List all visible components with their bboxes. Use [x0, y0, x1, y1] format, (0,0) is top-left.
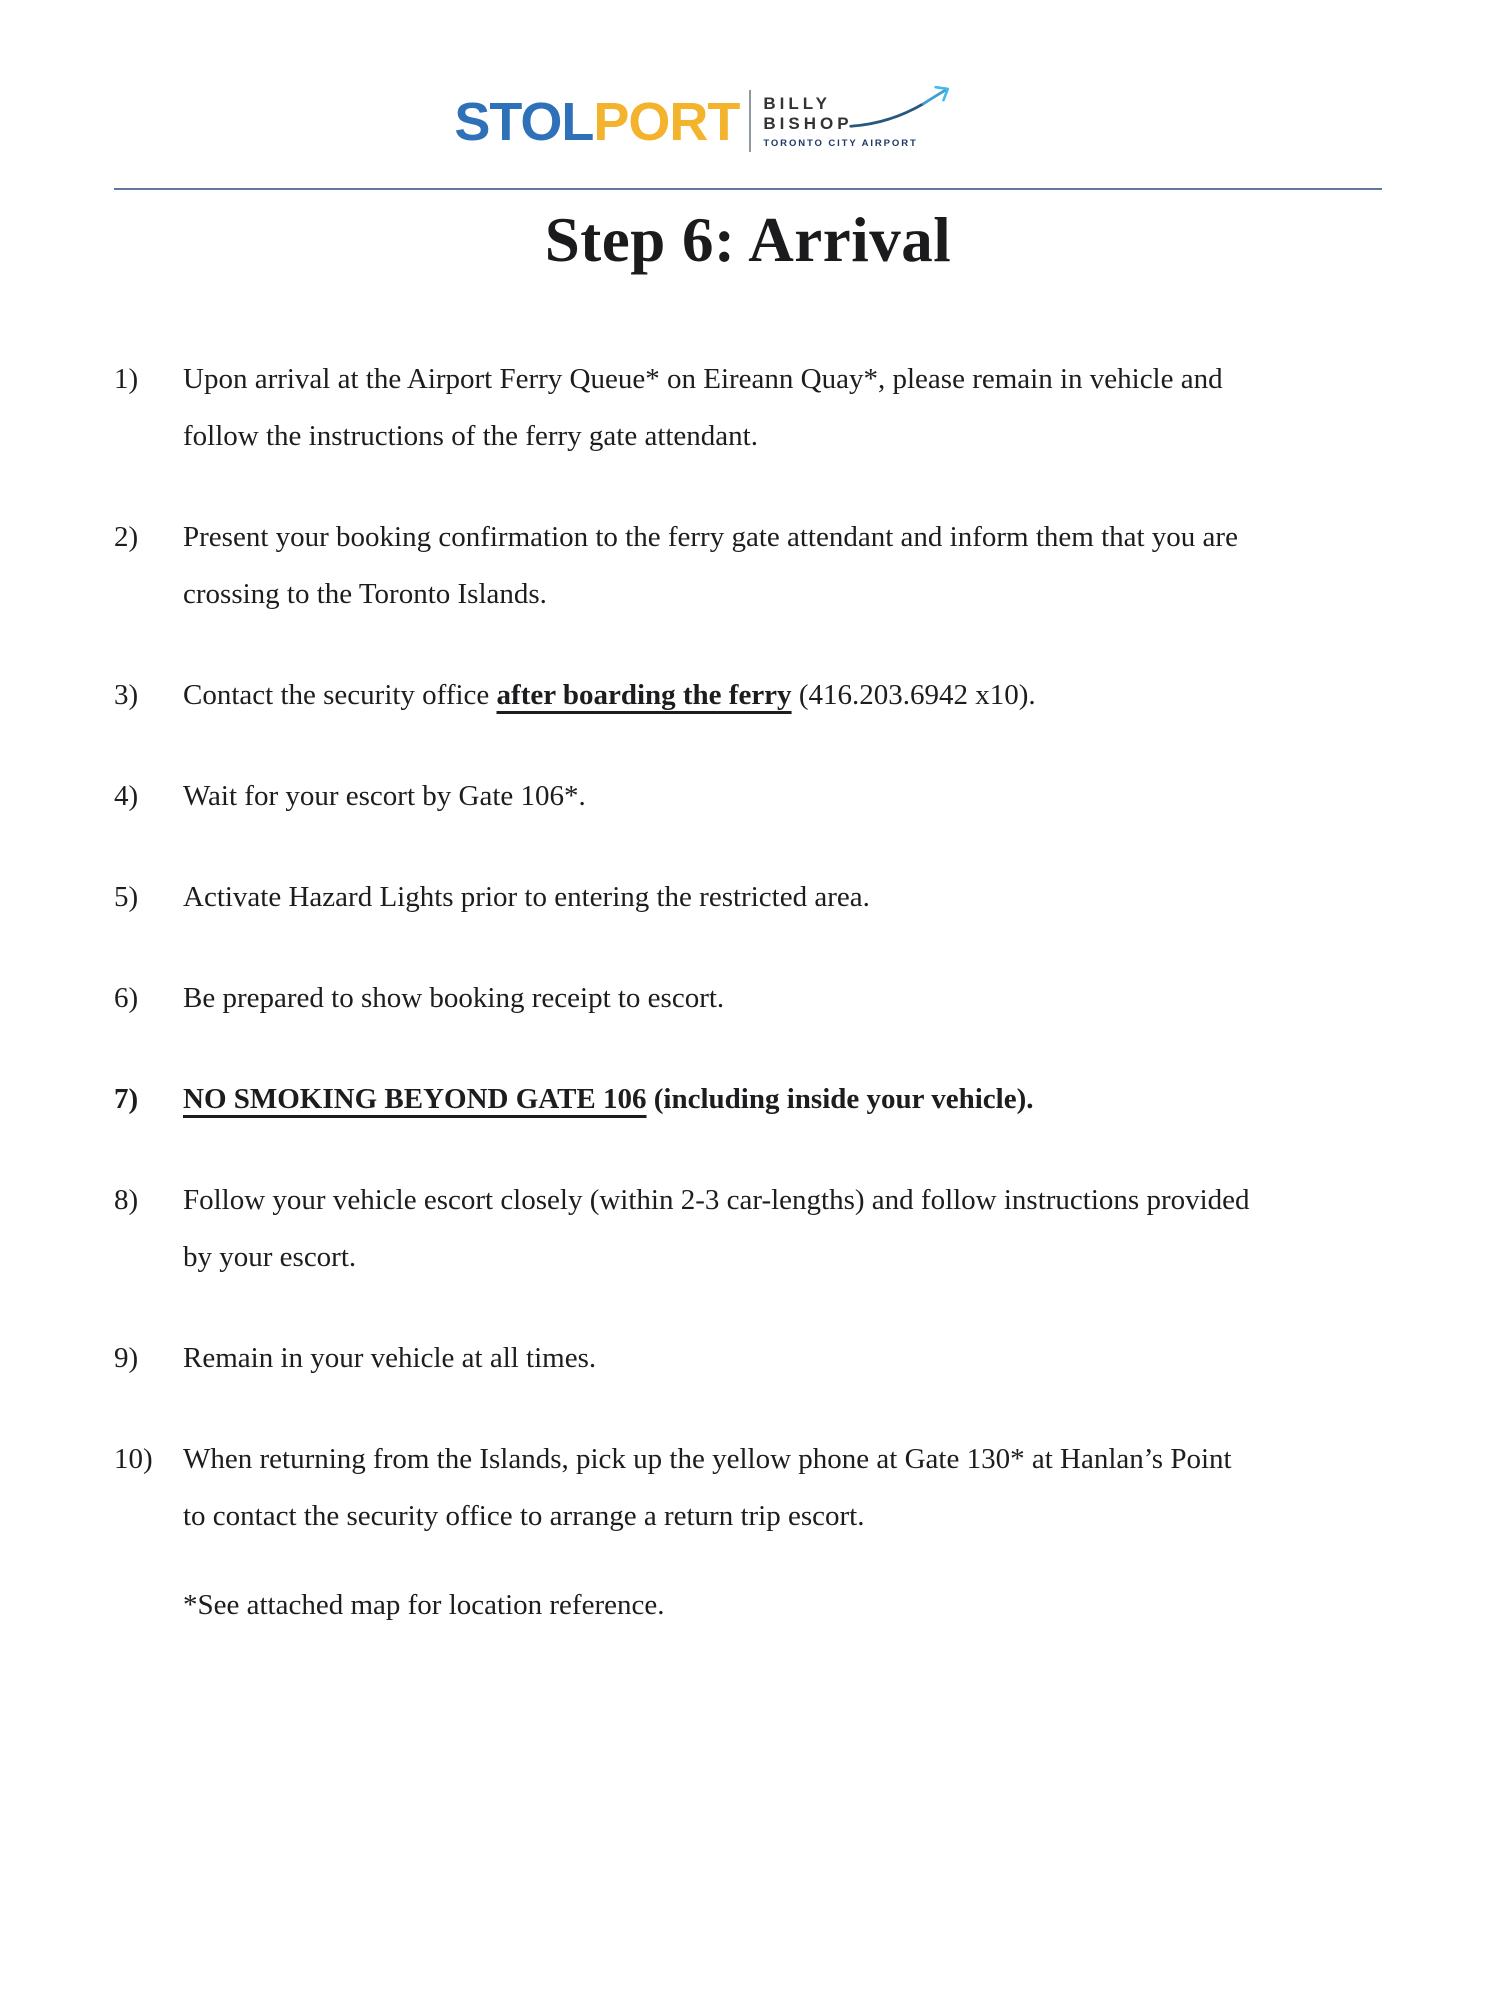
list-item	[114, 509, 1382, 623]
item-text	[183, 768, 586, 825]
logo-bishop-text: BISHOP	[763, 113, 853, 133]
logo-tagline-text: TORONTO CITY AIRPORT	[763, 137, 918, 149]
header-rule	[114, 188, 1382, 190]
text-segment: Upon arrival at the Airport Ferry Queue* on Eireann Quay*, please remain in vehicle and follow the instructions of the ferry gate attendant.	[183, 363, 1223, 452]
text-segment: Contact the security office	[183, 679, 497, 711]
item-number: 10)	[114, 1443, 153, 1475]
item-text	[183, 351, 1253, 465]
text-segment: (416.203.6942 x10).	[791, 679, 1036, 711]
page-title: Step 6: Arrival	[544, 205, 952, 275]
text-segment: Present your booking confirmation to the ferry gate attendant and inform them that you are crossing to the Toronto Islands.	[183, 521, 1238, 610]
list-item	[114, 351, 1382, 465]
item-number: 1)	[114, 363, 139, 395]
item-number: 6)	[114, 982, 139, 1014]
logo-port-text: PORT	[593, 92, 740, 152]
text-segment: Follow your vehicle escort closely (within 2-3 car-lengths) and follow instructions provided by your escort.	[183, 1184, 1250, 1273]
item-number: 5)	[114, 881, 139, 913]
item-number: 7)	[114, 1083, 139, 1115]
footnote: *See attached map for location reference.	[183, 1589, 665, 1621]
item-text	[183, 1172, 1253, 1286]
text-segment: Activate Hazard Lights prior to entering the restricted area.	[183, 881, 870, 913]
text-segment: (including inside your vehicle).	[646, 1083, 1034, 1115]
billy-bishop-block	[763, 88, 917, 149]
document-page	[114, 70, 1382, 1634]
item-number: 8)	[114, 1184, 139, 1216]
list-item	[114, 1330, 1382, 1387]
text-segment: Wait for your escort by Gate 106*.	[183, 780, 586, 812]
text-segment: Be prepared to show booking receipt to escort.	[183, 982, 725, 1014]
list-item	[114, 869, 1382, 926]
list-item	[114, 667, 1382, 724]
logo-stol-text: STOL	[454, 92, 594, 152]
text-segment: Remain in your vehicle at all times.	[183, 1342, 597, 1374]
item-text	[183, 869, 870, 926]
list-item	[114, 768, 1382, 825]
item-number: 4)	[114, 780, 139, 812]
flight-swoosh-arrow-icon	[849, 82, 953, 134]
logo	[52, 70, 1320, 166]
item-text	[183, 1431, 1253, 1545]
item-text	[183, 970, 724, 1027]
emphasized-text: NO SMOKING BEYOND GATE 106	[183, 1083, 647, 1115]
item-number: 3)	[114, 679, 139, 711]
item-text	[183, 667, 1036, 724]
logo-billy-text: BILLY	[763, 93, 831, 113]
emphasized-text: after boarding the ferry	[496, 679, 792, 711]
list-item	[114, 970, 1382, 1027]
logo-divider	[749, 90, 751, 152]
item-number: 2)	[114, 521, 139, 553]
text-segment: When returning from the Islands, pick up the yellow phone at Gate 130* at Hanlan’s Point to contact the security office to arrange a return trip escort.	[183, 1443, 1232, 1532]
stolport-logo	[454, 87, 740, 152]
list-item	[114, 1431, 1382, 1545]
item-text	[183, 509, 1253, 623]
item-number: 9)	[114, 1342, 139, 1374]
item-text	[183, 1071, 1034, 1128]
list-item	[114, 1071, 1382, 1128]
instruction-list	[114, 351, 1382, 1545]
item-text	[183, 1330, 596, 1387]
list-item	[114, 1172, 1382, 1286]
